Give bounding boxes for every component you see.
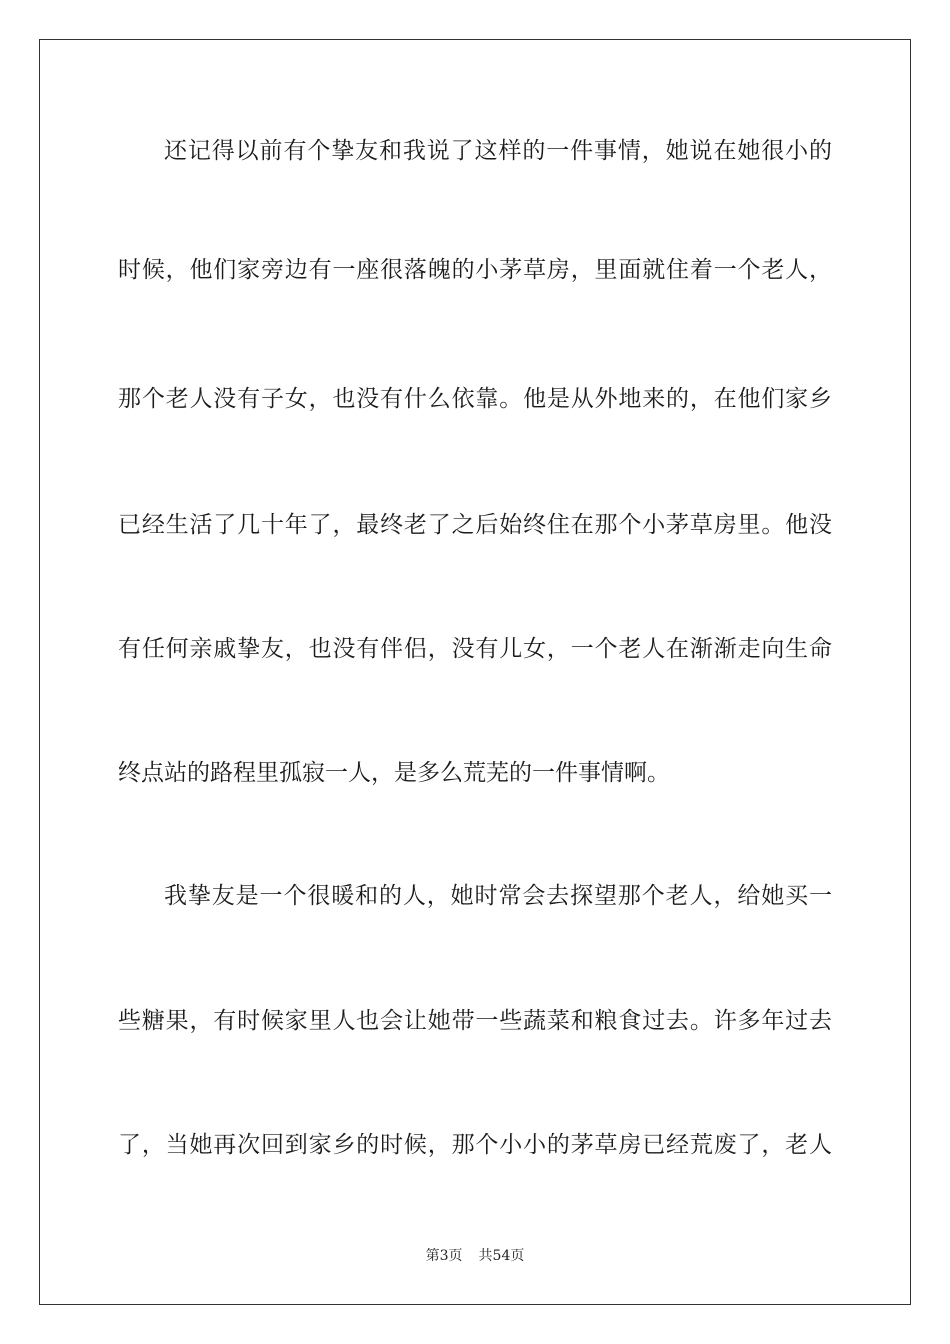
page-footer: [0, 1246, 950, 1266]
paragraph-2-line-1: 我挚友是一个很暖和的人，她时常会去探望那个老人，给她买一: [164, 883, 832, 909]
page-total: 共54页: [478, 1248, 525, 1264]
paragraph-1-line-5: 有任何亲戚挚友，也没有伴侣，没有儿女，一个老人在渐渐走向生命: [118, 636, 832, 662]
paragraph-2-line-2: 些糖果，有时候家里人也会让她带一些蔬菜和粮食过去。许多年过去: [118, 1008, 832, 1034]
page-number: 第3页: [425, 1248, 463, 1264]
paragraph-1-line-3: 那个老人没有子女，也没有什么依靠。他是从外地来的，在他们家乡: [118, 386, 832, 412]
paragraph-1-line-6: 终点站的路程里孤寂一人，是多么荒芜的一件事情啊。: [118, 760, 670, 786]
paragraph-2-line-3: 了，当她再次回到家乡的时候，那个小小的茅草房已经荒废了，老人: [118, 1132, 832, 1158]
paragraph-1-line-1: 还记得以前有个挚友和我说了这样的一件事情，她说在她很小的: [164, 138, 832, 164]
paragraph-1-line-4: 已经生活了几十年了，最终老了之后始终住在那个小茅草房里。他没: [118, 512, 832, 538]
page-border: [39, 39, 911, 1305]
paragraph-1-line-2: 时候，他们家旁边有一座很落魄的小茅草房，里面就住着一个老人，: [118, 257, 832, 283]
